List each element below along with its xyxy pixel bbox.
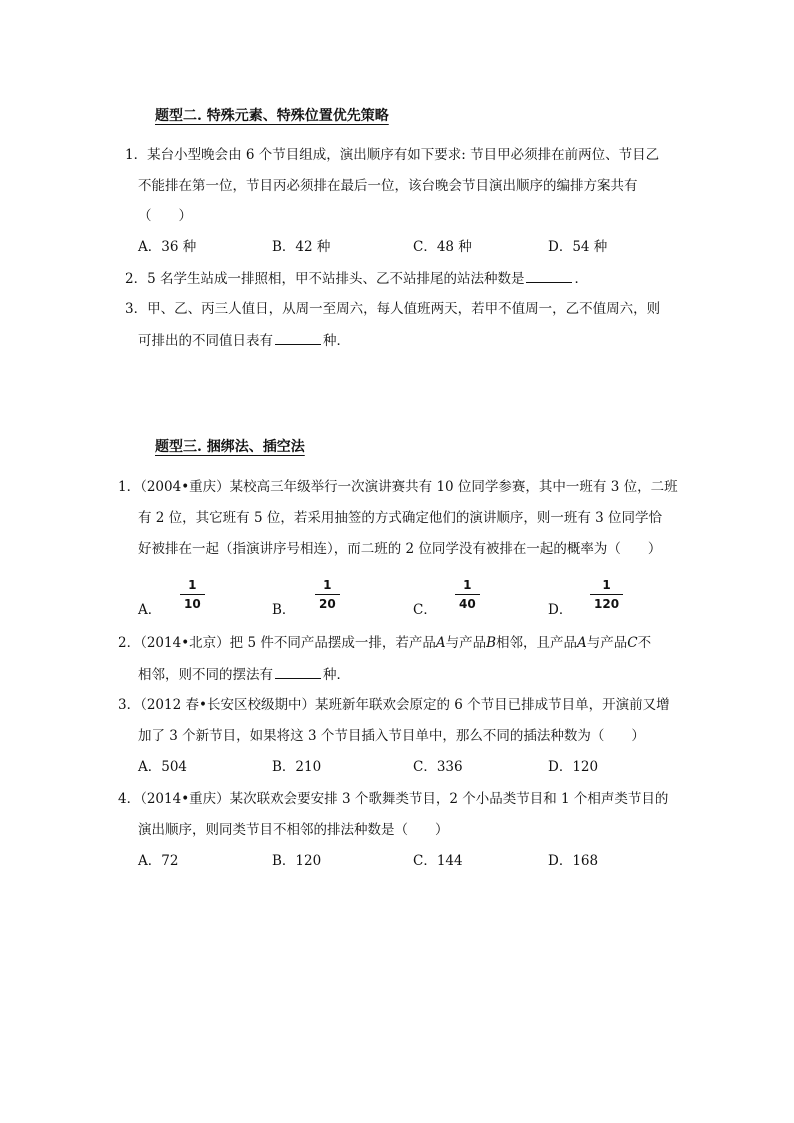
s3-q3-line1: 3．（2012 春•长安区校级期中）某班新年联欢会原定的 6 个节目已排成节目单，开演前又增 [118,697,670,713]
s2-q3-end: 种． [323,333,350,349]
s3-q2-text-e: 不 [637,635,652,651]
s3-q1-line2: 有 2 位，其它班有 5 位，若采用抽签的方式确定他们的演讲顺序，则一班有 3 位同学恰 [138,510,663,526]
s3-q2-text-b: 与产品 [445,635,487,651]
s3-q2-text-a: 2．（2014•北京）把 5 件不同产品摆成一排，若产品 [118,635,436,651]
s3-q4-option-c: C．144 [413,853,463,869]
s3-q1-option-d-letter: D． [548,602,573,618]
s2-q1-line2: 不能排在第一位，节目丙必须排在最后一位，该台晚会节目演出顺序的编排方案共有 [138,178,638,194]
s2-q3-line2 [138,330,350,351]
s3-q1-option-b-letter: B． [272,602,296,618]
s3-q2-line2 [138,664,350,685]
s3-q1-option-c-fraction [455,578,480,611]
s2-q2 [125,268,588,289]
s2-q2-text: 2．5 名学生站成一排照相，甲不站排头、乙不站排尾的站法种数是 [125,271,525,287]
s3-q1-option-a-letter: A． [138,602,162,618]
answer-blank [275,664,321,679]
s3-q1-option-c-letter: C． [413,602,437,618]
s3-q1-option-a-fraction [180,578,205,611]
s3-q4-option-b: B．120 [272,853,322,869]
s3-q3-option-a: A．504 [138,759,188,775]
s2-q1-option-b: B．42 种 [272,239,331,255]
s3-q3-line2: 加了 3 个新节目，如果将这 3 个节目插入节目单中，那么不同的插法种数为（ ） [138,728,645,744]
var-a: A [435,635,446,651]
answer-blank [526,268,572,283]
s3-q2-text-f: 相邻，则不同的摆法有 [138,667,273,683]
fraction-numerator: 1 [602,578,611,592]
var-c: C [627,635,638,651]
s3-q2-text-d: 与产品 [586,635,628,651]
var-b: B [486,635,497,651]
fraction-denominator: 10 [184,597,201,611]
answer-blank [275,330,321,345]
s3-q3-option-c: C．336 [413,759,463,775]
s3-q4-option-d: D．168 [548,853,599,869]
s3-q2-end: 种． [323,667,350,683]
s2-q1-option-a: A．36 种 [138,239,197,255]
s3-q3-option-b: B．210 [272,759,322,775]
fraction-numerator: 1 [188,578,197,592]
s3-q4-line1: 4．（2014•重庆）某次联欢会要安排 3 个歌舞类节目，2 个小品类节目和 1 个相声类节目的 [118,791,669,807]
fraction-denominator: 120 [594,597,620,611]
fraction-numerator: 1 [323,578,332,592]
section-heading-3: 题型三. 捆绑法、插空法 [155,439,305,455]
s3-q2-line1 [118,633,651,653]
s3-q1-option-d-fraction [590,578,623,611]
fraction-denominator: 20 [319,597,336,611]
s3-q1-line3: 好被排在一起（指演讲序号相连），而二班的 2 位同学没有被排在一起的概率为（ ） [138,541,662,557]
s3-q1-line1: 1．（2004•重庆）某校高三年级举行一次演讲赛共有 10 位同学参赛，其中一班有 3 位，二班 [118,479,678,495]
s3-q4-line2: 演出顺序，则同类节目不相邻的排法种数是（ ） [138,822,449,838]
fraction-numerator: 1 [463,578,472,592]
var-a: A [577,635,587,651]
s2-q3-text: 可排出的不同值日表有 [138,333,273,349]
s3-q2-text-c: 相邻，且产品 [496,635,578,651]
s2-q1-line1: 1．某台小型晚会由 6 个节目组成，演出顺序有如下要求: 节目甲必须排在前两位、节目乙 [125,147,660,163]
s3-q4-option-a: A．72 [138,853,179,869]
s3-q1-option-b-fraction [315,578,340,611]
s2-q1-line3: （ ） [138,208,192,224]
section-heading-2: 题型二. 特殊元素、特殊位置优先策略 [155,108,389,124]
fraction-denominator: 40 [459,597,476,611]
s2-q1-option-c: C．48 种 [413,239,472,255]
s2-q3-line1: 3．甲、乙、丙三人值日，从周一至周六，每人值班两天，若甲不值周一，乙不值周六，则 [125,301,661,317]
s2-q1-option-d: D．54 种 [548,239,608,255]
s3-q3-option-d: D．120 [548,759,599,775]
s2-q2-end: ． [574,271,588,287]
